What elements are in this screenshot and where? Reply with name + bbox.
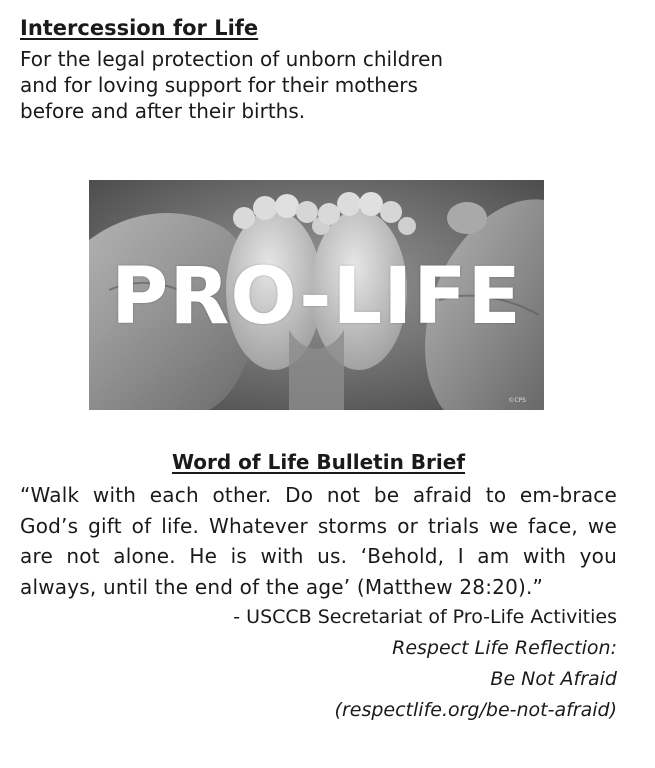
bulletin-brief-heading: Word of Life Bulletin Brief (171, 450, 466, 474)
intercession-section (20, 14, 620, 124)
image-credit: ©CPS (508, 397, 526, 404)
intercession-line: For the legal protection of unborn children (20, 47, 444, 71)
intercession-line: and for loving support for their mothers (20, 73, 418, 97)
pro-life-overlay-text: PRO-LIFE (111, 252, 522, 342)
intercession-heading: Intercession for Life (20, 16, 259, 40)
reflection-title: Respect Life Reflection: (392, 637, 617, 659)
bulletin-brief-section (20, 448, 617, 726)
pro-life-photo (89, 180, 544, 410)
reflection-name: Be Not Afraid (490, 668, 617, 690)
quote-attribution: - USCCB Secretariat of Pro-Life Activities (233, 606, 617, 628)
reflection-url: (respectlife.org/be-not-afraid) (334, 699, 617, 721)
intercession-line: before and after their births. (20, 99, 306, 123)
bulletin-quote: “Walk with each other. Do not be afraid to em-brace God’s gift of life. Whatever storms or trials we face, we are not alone. He is with us. ‘Behold, I am with you always, until the end of the age’ (Matthew 28:20).” (20, 483, 617, 599)
intercession-text (20, 46, 620, 124)
